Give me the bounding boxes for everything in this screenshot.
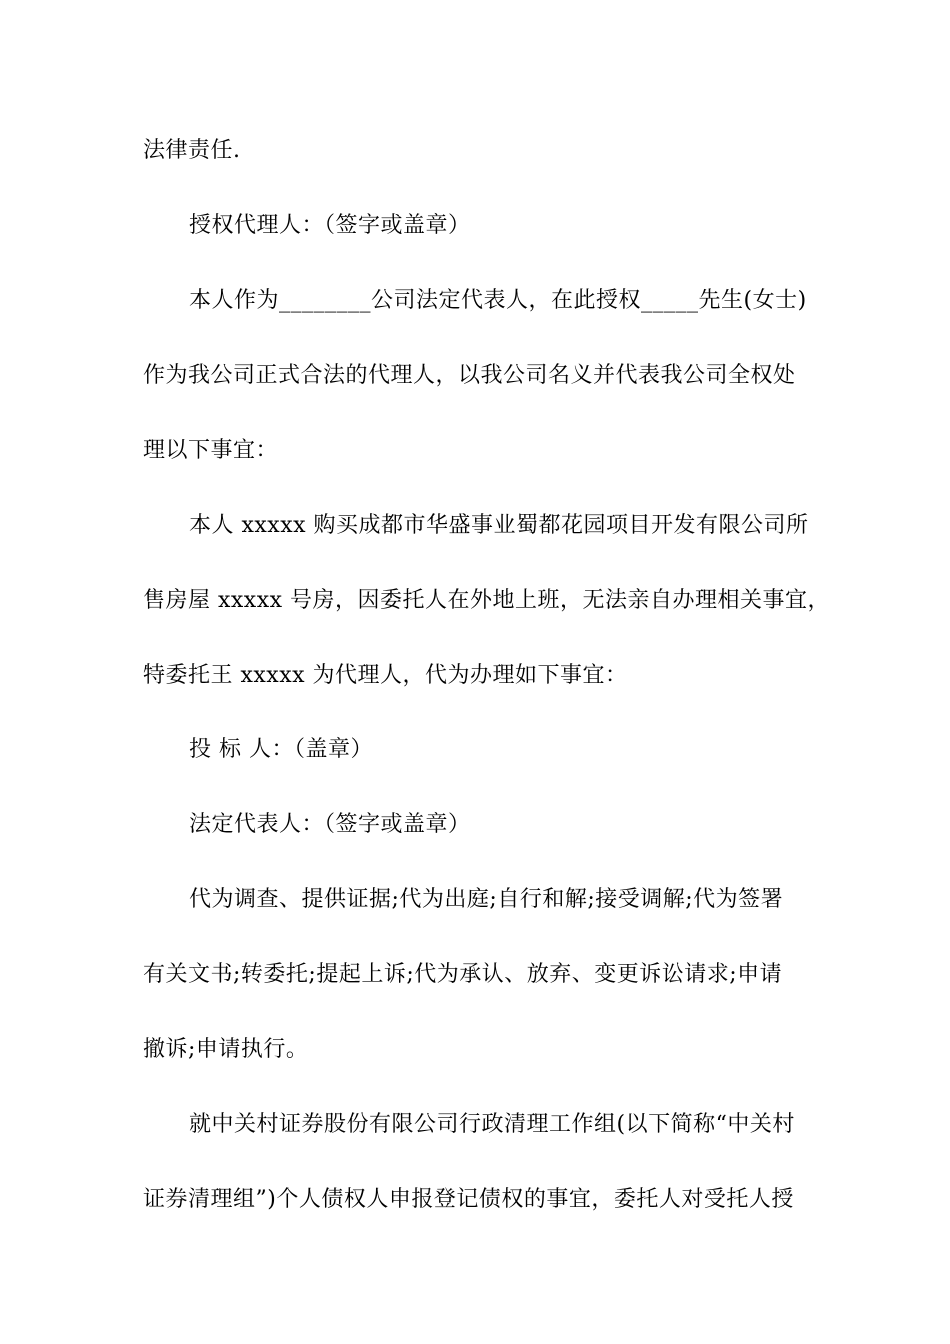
text-line: 特委托王 xxxxx 为代理人，代为办理如下事宜：	[143, 663, 628, 688]
text-line: 授权代理人：（签字或盖章）	[189, 213, 471, 238]
text-line: 法定代表人：（签字或盖章）	[189, 812, 471, 837]
text-line: 就中关村证券股份有限公司行政清理工作组(以下简称“中关村	[189, 1112, 795, 1137]
text-line: 法律责任.	[143, 138, 241, 163]
text-line: 投 标 人：（盖章）	[189, 737, 373, 762]
text-line: 撤诉;申请执行。	[143, 1037, 309, 1062]
text-line: 作为我公司正式合法的代理人，以我公司名义并代表我公司全权处	[143, 363, 796, 388]
text-line: 本人作为________公司法定代表人，在此授权_____先生(女士)	[189, 288, 807, 313]
text-line: 有关文书;转委托;提起上诉;代为承认、放弃、变更诉讼请求;申请	[143, 962, 783, 987]
text-line: 理以下事宜：	[143, 438, 279, 463]
text-line: 证券清理组”)个人债权人申报登记债权的事宜，委托人对受托人授	[143, 1187, 794, 1212]
text-line: 代为调查、提供证据;代为出庭;自行和解;接受调解;代为签署	[189, 887, 784, 912]
text-line: 本人 xxxxx 购买成都市华盛事业蜀都花园项目开发有限公司所	[189, 513, 809, 538]
text-line: 售房屋 xxxxx 号房，因委托人在外地上班，无法亲自办理相关事宜，	[143, 588, 831, 613]
